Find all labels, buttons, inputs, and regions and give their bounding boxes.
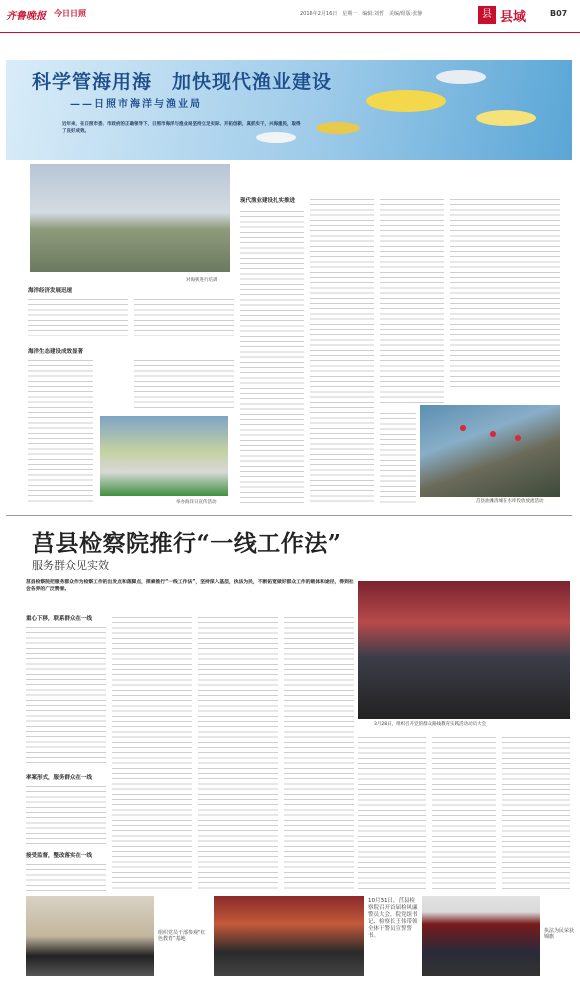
article-text (134, 357, 234, 412)
article-text (380, 196, 444, 406)
photo-caption: 莒县油滩清城在水库投放放流活动 (476, 499, 544, 504)
article-headline: 莒县检察院推行“一线工作法” (32, 530, 342, 557)
article-subheadline: 服务群众见实效 (32, 559, 109, 572)
feature-subheadline: ——日照市海洋与渔业局 (70, 99, 202, 110)
bottom-photo-oath-ceremony (214, 896, 364, 976)
feature-intro: 近年来，在日照市委、市政府的正确领导下，日照市海洋与渔业局坚持立足实际、开拓创新，真抓实干，兴海重民，取得了良好成效。 (62, 122, 301, 134)
section-heading: 重心下移，联系群众在一线 (26, 616, 93, 622)
feature-photo-training (30, 164, 230, 272)
dateline: 2016年2月16日 星期一 编辑:刘哲 美编/组版:张静 (300, 11, 423, 17)
article-lede: 莒县检察院把服务群众作为检察工作的出发点和落脚点，探索推行“一线工作法”，坚持深入基层，执法为民，不断拓宽做好群众工作的载体和途径，得到社会各界的广泛赞誉。 (26, 580, 354, 592)
fish-illustration (476, 110, 536, 126)
photo-caption: 3月28日，组织召开党的群众路线教育实践活动动员大会 (374, 722, 487, 727)
article-text (28, 296, 128, 336)
article-text (26, 783, 106, 845)
page-number: B07 (550, 9, 568, 18)
article-text (26, 624, 106, 764)
article-text (502, 734, 570, 891)
photo-caption: 举办海洋日宣传活动 (176, 500, 217, 505)
article-text (198, 614, 278, 891)
bottom-photo-silk-banner (422, 896, 540, 976)
bucket-marker (460, 425, 466, 431)
fish-illustration (316, 122, 360, 134)
article-text (112, 614, 192, 891)
paper-logo: 齐鲁晚报 (6, 11, 46, 22)
section-heading: 现代渔业建设扎实推进 (240, 198, 296, 204)
article-text (26, 861, 106, 891)
section-heading: 接受监督，整改落实在一线 (26, 853, 93, 859)
section-heading: 率案形式，服务群众在一线 (26, 775, 93, 781)
county-title: 县域 (500, 10, 527, 25)
article-text (450, 196, 560, 391)
article-text (380, 410, 416, 504)
bucket-marker (515, 435, 521, 441)
photo-caption: 10月31日，莒县检察院召开首届检风廉警员大会，院党组书记、检察长王伟带领全体干警员宣誓誓书。 (368, 898, 418, 939)
fish-illustration (436, 70, 486, 84)
article-text (358, 734, 426, 891)
article-text (432, 734, 496, 891)
section-divider (6, 515, 572, 516)
article-photo-meeting (358, 581, 570, 719)
photo-caption: 组织党员干部参观“红色教育”基地 (158, 930, 206, 942)
feature-photo-ocean-day (100, 416, 228, 496)
section-heading: 海洋经济发展迅速 (28, 288, 73, 294)
bucket-marker (490, 431, 496, 437)
article-text (240, 208, 304, 504)
photo-caption: 执法为民荣获锦旗 (544, 928, 575, 940)
fish-illustration (366, 90, 446, 112)
feature-headline: 科学管海用海 加快现代渔业建设 (32, 71, 333, 93)
feature-photo-fish-release (420, 405, 560, 497)
article-text (284, 614, 354, 891)
article-text (310, 196, 374, 504)
bottom-photo-education-base (26, 896, 154, 976)
article-text (28, 357, 93, 502)
section-heading: 海洋生态建设成效显著 (28, 349, 84, 355)
photo-caption: 对海狭进行培训 (186, 278, 218, 283)
article-text (134, 296, 234, 336)
county-icon: 县 (478, 6, 496, 24)
section-tag: 今日日照 (54, 9, 86, 18)
